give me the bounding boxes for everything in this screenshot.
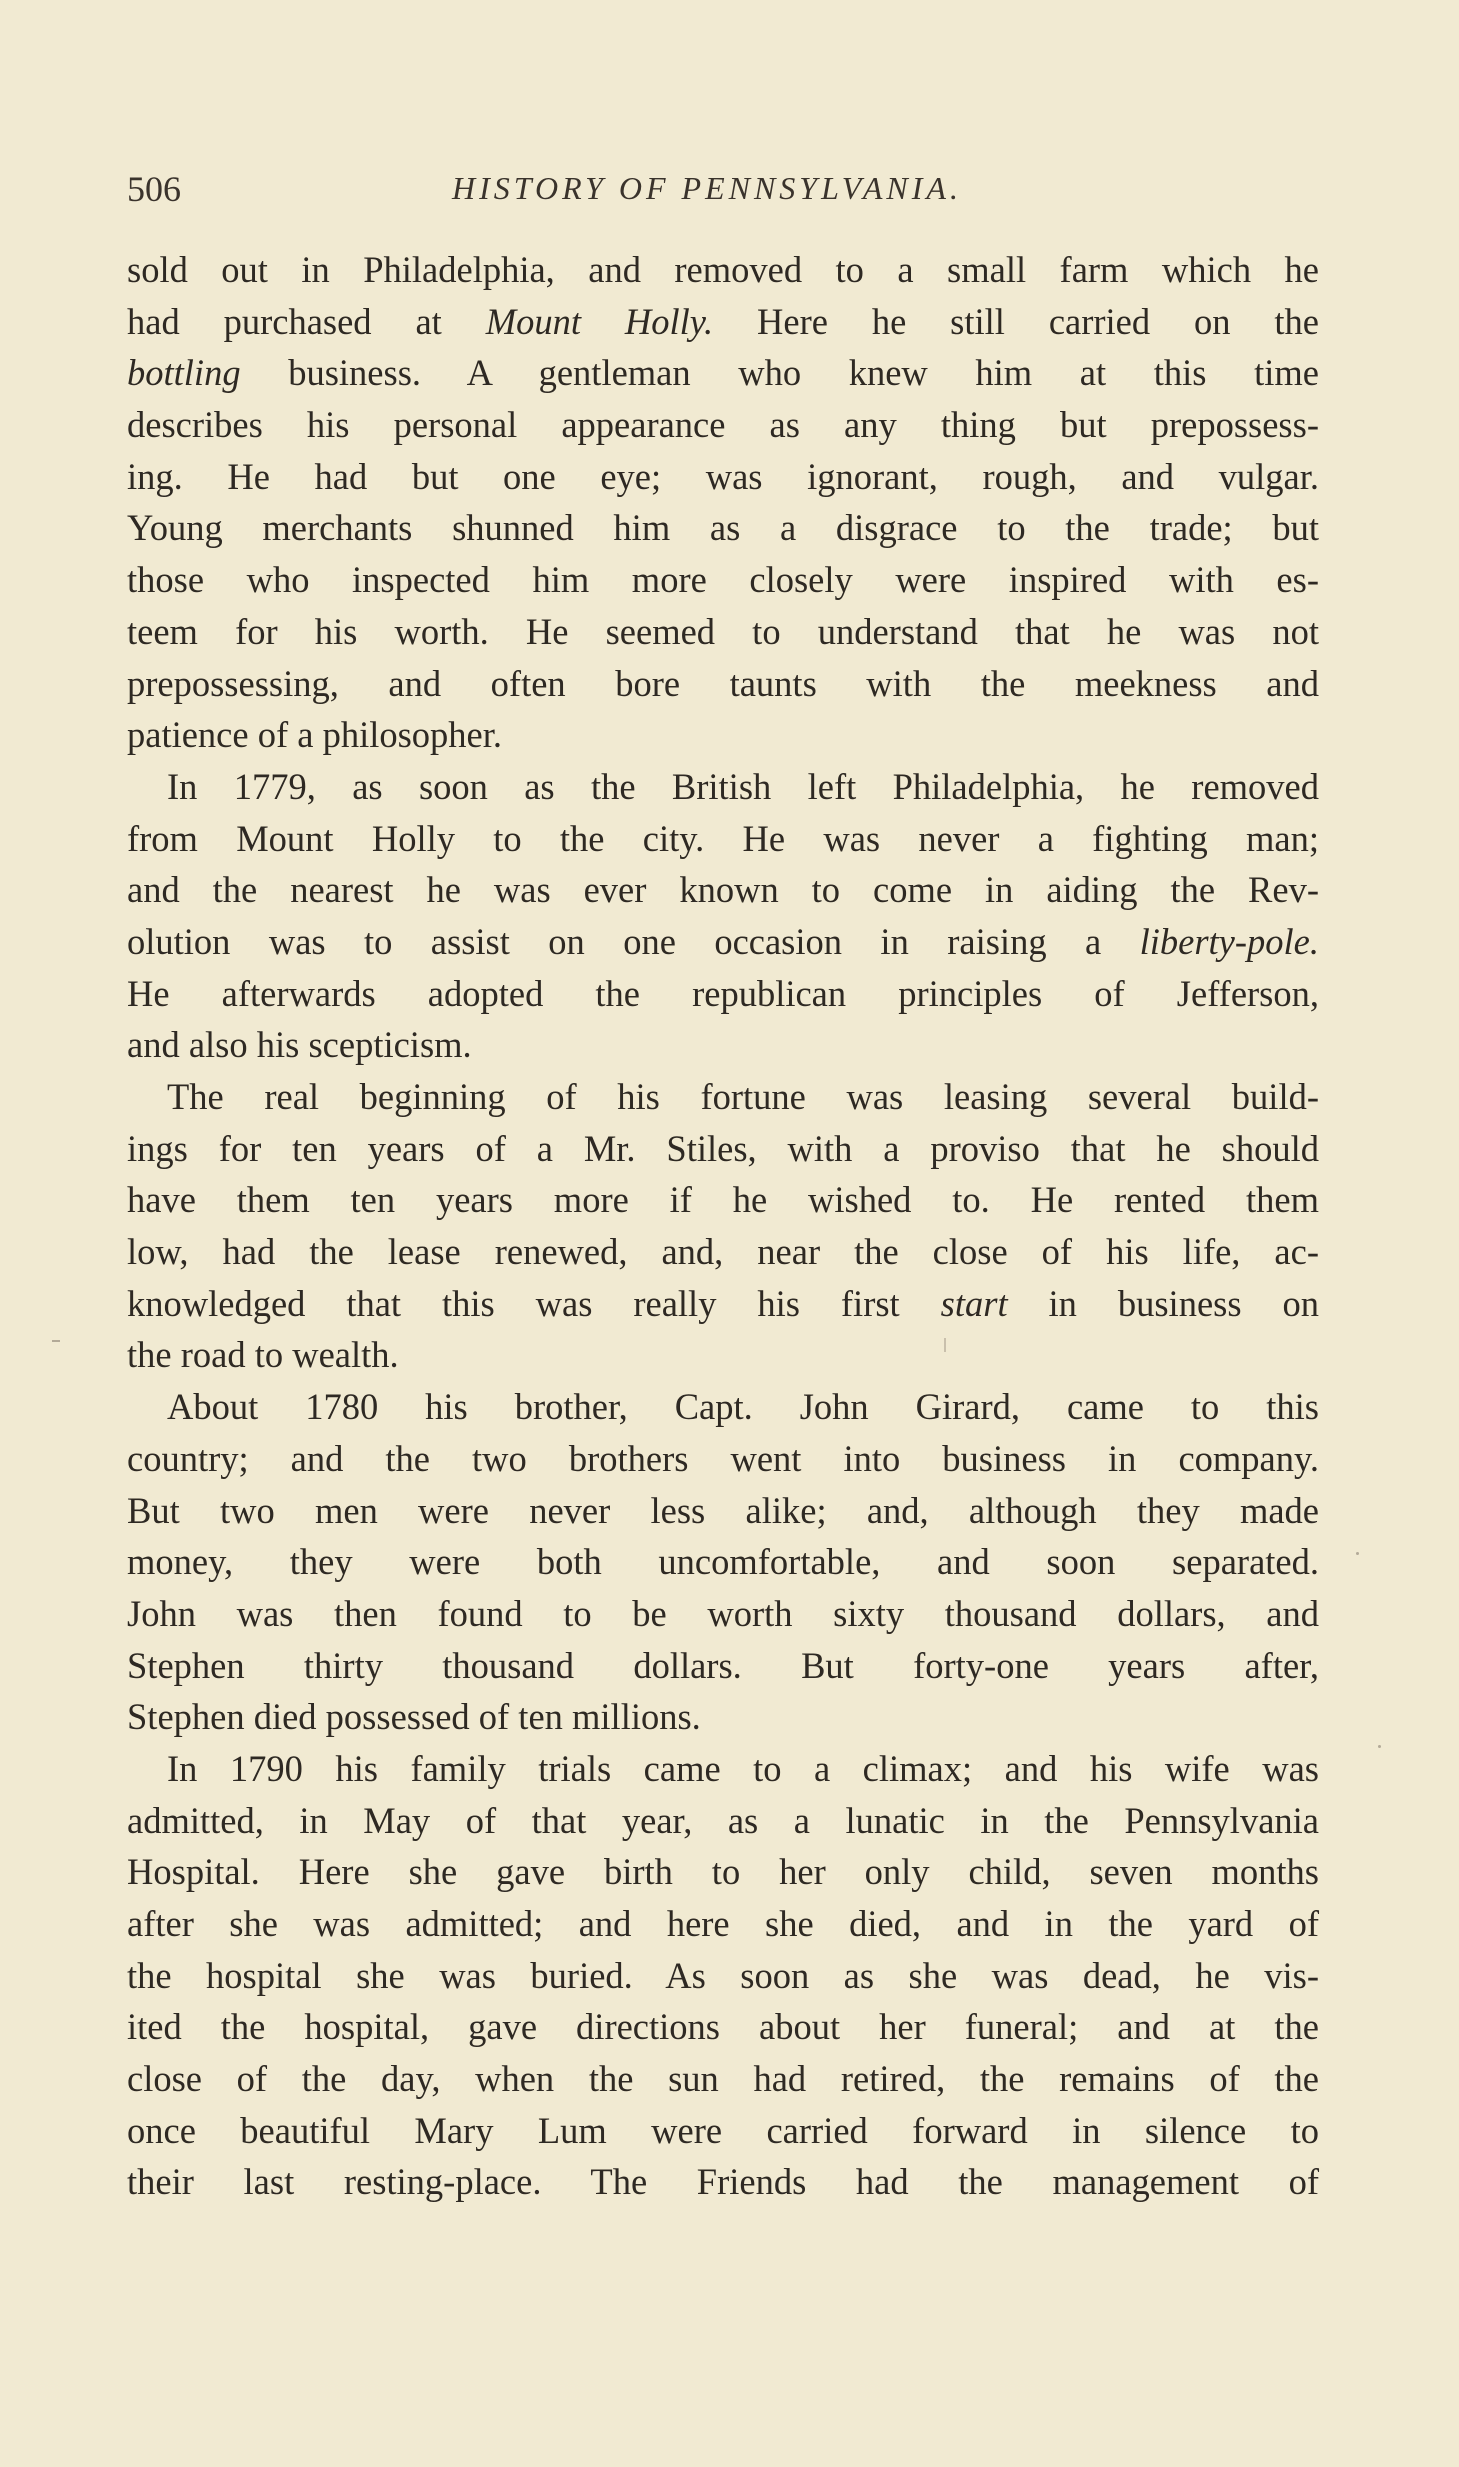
- paragraph-end-line: patience of a philosopher.: [127, 714, 503, 756]
- text-line: ing. He had but one eye; was ignorant, rough, and vulgar.: [127, 455, 1319, 497]
- text-line: the hospital she was buried. As soon as she was dead, he vis-: [127, 1954, 1319, 1996]
- margin-speck-left: [52, 1340, 60, 1342]
- text-line: country; and the two brothers went into business in company.: [127, 1437, 1319, 1479]
- italic-place-name: Mount Holly.: [485, 300, 714, 342]
- text-line: after she was admitted; and here she died, and in the yard of: [127, 1903, 1319, 1944]
- paragraph-end-line: Stephen died possessed of ten millions.: [127, 1696, 701, 1738]
- text-line: money, they were both uncomfortable, and soon separated.: [127, 1541, 1319, 1583]
- text-line: John was then found to be worth sixty thousand dollars, and: [127, 1592, 1319, 1634]
- paragraph-end-line: and also his scepticism.: [127, 1024, 472, 1066]
- paragraph-start-line: The real beginning of his fortune was leasing several build-: [167, 1076, 1319, 1117]
- text-line: low, had the lease renewed, and, near the close of his life, ac-: [127, 1231, 1319, 1273]
- text-line: describes his personal appearance as any thing but prepossess-: [127, 404, 1319, 446]
- text-line: teem for his worth. He seemed to understand that he was not: [127, 610, 1319, 652]
- italic-term: start: [940, 1282, 1008, 1324]
- text-line: once beautiful Mary Lum were carried forward in silence to: [127, 2109, 1319, 2151]
- body-text: [127, 244, 1319, 2208]
- text-line: from Mount Holly to the city. He was never a fighting man;: [127, 817, 1319, 859]
- text-line: He afterwards adopted the republican principles of Jefferson,: [127, 972, 1319, 1014]
- text-line: sold out in Philadelphia, and removed to a small farm which he: [127, 249, 1319, 290]
- page-header: [127, 168, 1317, 218]
- margin-speck-right: [1356, 1552, 1359, 1555]
- paragraph-start-line: In 1790 his family trials came to a climax; and his wife was: [167, 1747, 1319, 1789]
- paragraph-start-line: In 1779, as soon as the British left Philadelphia, he removed: [167, 765, 1319, 807]
- text-line: bottling business. A gentleman who knew him at this time: [127, 352, 1319, 394]
- paragraph-start-line: About 1780 his brother, Capt. John Girard, came to this: [167, 1386, 1319, 1428]
- text-line: Young merchants shunned him as a disgrace to the trade; but: [127, 507, 1319, 549]
- margin-speck-right: [1378, 1745, 1381, 1748]
- text-line: ited the hospital, gave directions about her funeral; and at the: [127, 2006, 1319, 2048]
- text-line: Stephen thirty thousand dollars. But forty-one years after,: [127, 1644, 1319, 1686]
- running-head: HISTORY OF PENNSYLVANIA.: [452, 170, 962, 206]
- text-line: ings for ten years of a Mr. Stiles, with a proviso that he should: [127, 1127, 1319, 1169]
- text-line: admitted, in May of that year, as a lunatic in the Pennsylvania: [127, 1799, 1319, 1841]
- text-line: Hospital. Here she gave birth to her only child, seven months: [127, 1851, 1319, 1893]
- text-line: knowledged that this was really his first start in business on: [127, 1282, 1319, 1324]
- text-line: have them ten years more if he wished to. He rented them: [127, 1179, 1319, 1221]
- text-line: olution was to assist on one occasion in raising a liberty-pole.: [127, 920, 1319, 962]
- text-line: prepossessing, and often bore taunts with the meekness and: [127, 662, 1319, 704]
- paragraph-end-line: the road to wealth.: [127, 1334, 399, 1376]
- text-line: and the nearest he was ever known to come in aiding the Rev-: [127, 869, 1319, 911]
- italic-term: bottling: [127, 352, 241, 394]
- page-number: 506: [127, 169, 181, 209]
- text-line: their last resting-place. The Friends had the management of: [127, 2161, 1319, 2203]
- page-speck: [944, 1338, 946, 1352]
- italic-term: liberty-pole.: [1139, 920, 1319, 962]
- text-line: those who inspected him more closely were inspired with es-: [127, 559, 1319, 601]
- text-line: But two men were never less alike; and, although they made: [127, 1489, 1319, 1531]
- text-line: close of the day, when the sun had retired, the remains of the: [127, 2058, 1319, 2100]
- text-line: had purchased at Mount Holly. Here he still carried on the: [127, 300, 1320, 342]
